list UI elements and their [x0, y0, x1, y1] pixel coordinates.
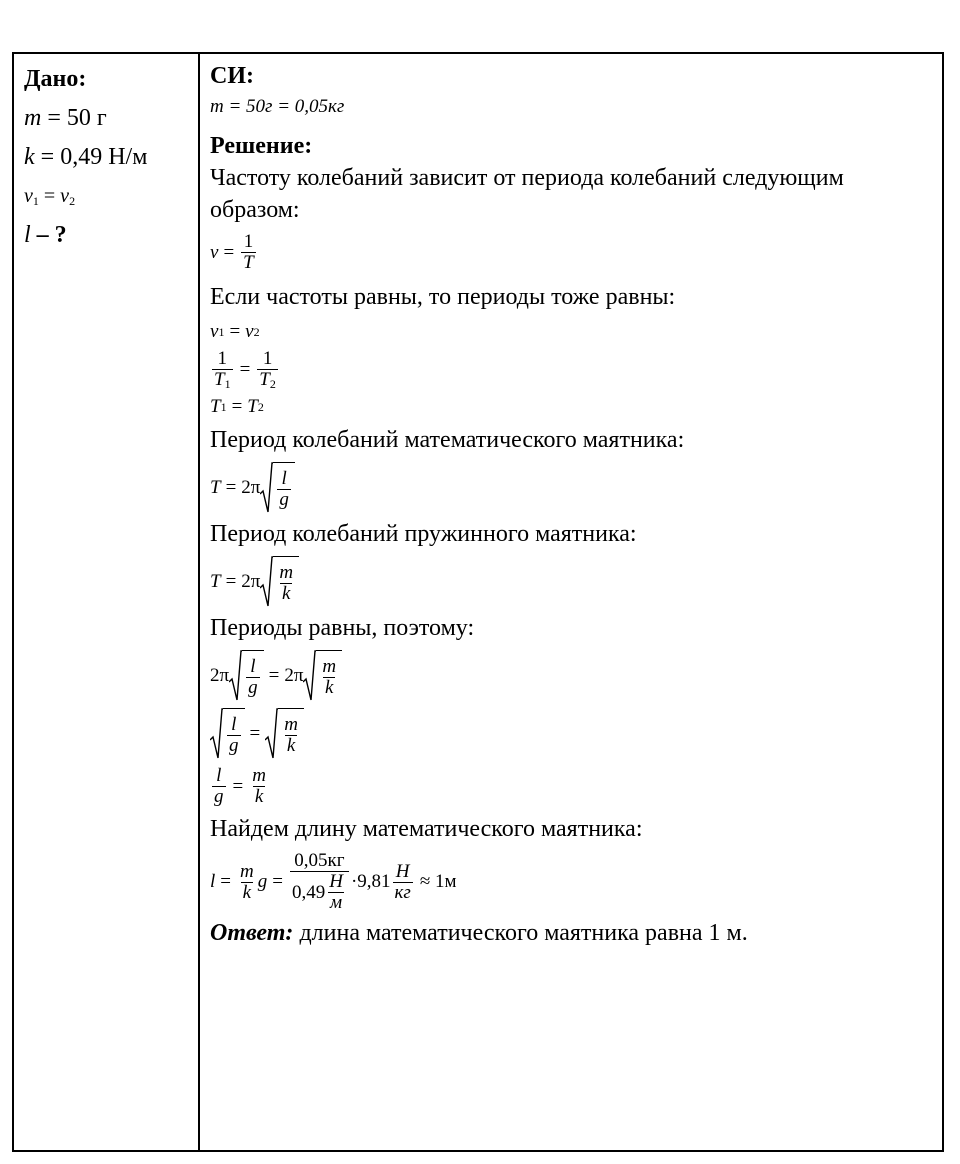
given-nu2-sub: 2: [69, 194, 76, 208]
f8-k: k: [286, 735, 296, 756]
formula-spring-pendulum: [210, 556, 935, 608]
f6-m: m: [279, 562, 294, 583]
f8-sqrt-left: [210, 708, 245, 760]
f8-radicand-right: [278, 708, 304, 760]
f7-2pi-right: 2π: [284, 665, 304, 686]
f10-k: k: [242, 881, 252, 903]
si-header: СИ:: [210, 63, 254, 89]
f5-l: l: [281, 468, 287, 489]
f-num: 1: [243, 231, 254, 252]
f7-sqrt-right: [303, 650, 342, 702]
f10-approx: ≈ 1м: [419, 871, 457, 892]
formula-roots-equal: [210, 708, 935, 760]
formula-math-pendulum: [210, 462, 935, 514]
f7-g: g: [248, 677, 258, 698]
radical-sign-icon: [265, 708, 278, 760]
given-stiffness-symbol: k: [24, 144, 35, 170]
f5-T: T: [210, 477, 221, 498]
f7-l: l: [250, 656, 256, 677]
f9-left: [212, 766, 226, 807]
f6-sqrt: [260, 556, 299, 608]
radical-sign-icon: [210, 708, 223, 760]
f3-T1: T: [214, 369, 225, 390]
f9-k: k: [254, 786, 264, 807]
f7-sqrt-left: [229, 650, 264, 702]
f-den: T: [243, 252, 254, 273]
f7-2pi-left: 2π: [210, 665, 230, 686]
f3-T2: T: [259, 369, 270, 390]
f7-m: m: [322, 656, 337, 677]
si-conversion: m = 50г = 0,05кг: [210, 96, 345, 117]
f10-main-den: [290, 871, 349, 913]
f10-main-frac: [290, 851, 349, 913]
solution-paragraph-5: Периоды равны, поэтому:: [210, 615, 475, 641]
solution-header: Решение:: [210, 133, 313, 159]
f10-unit-H: Н: [395, 860, 410, 882]
f5-eq: =: [225, 477, 237, 498]
f3-left-num: 1: [217, 348, 228, 369]
radical-sign-icon: [260, 556, 273, 608]
f-eq: =: [223, 241, 235, 263]
given-find-symbol: l: [24, 222, 31, 248]
f8-l: l: [231, 714, 237, 735]
f2-eq: =: [229, 321, 241, 342]
given-stiffness-value: = 0,49 Н/м: [34, 144, 148, 170]
f3-right: [257, 349, 278, 390]
f10-den-H: Н: [329, 871, 343, 892]
given-nu1: ν: [24, 185, 33, 207]
f8-sqrt-right: [265, 708, 304, 760]
formula-final: [210, 851, 935, 913]
given-frequency: [24, 177, 192, 216]
f10-unit-frac: [393, 862, 413, 903]
given-mass: [24, 99, 192, 138]
f7-eq: =: [268, 665, 280, 686]
f10-m: m: [240, 860, 254, 882]
f4-eq: =: [231, 396, 243, 417]
f9-g: g: [214, 786, 224, 807]
f7-k: k: [325, 677, 334, 698]
f9-l: l: [216, 765, 222, 786]
radical-sign-icon: [229, 650, 242, 702]
f3-right-den: [257, 369, 278, 390]
f6-eq: =: [225, 571, 237, 592]
solution-paragraph-4: Период колебаний пружинного маятника:: [210, 521, 637, 547]
radical-sign-icon: [303, 650, 316, 702]
f10-eq1: =: [220, 871, 231, 892]
answer-label: Ответ:: [210, 920, 294, 946]
answer-text: длина математического маятника равна 1 м.: [293, 920, 748, 946]
solution-paragraph-3: Период колебаний математического маятника:: [210, 427, 685, 453]
f4-T2: T: [247, 396, 258, 417]
given-column: [24, 60, 192, 255]
given-mass-value: = 50 г: [41, 105, 107, 131]
solution-paragraph-1: Частоту колебаний зависит от периода колебаний следующим образом:: [210, 165, 844, 223]
formula-ratios-equal: [210, 766, 935, 807]
f7-frac-right: [320, 657, 338, 698]
f10-den-value: 0,49: [291, 881, 326, 903]
f8-frac-left: [227, 715, 241, 756]
f5-2pi: 2π: [241, 477, 261, 498]
f5-g: g: [279, 489, 289, 510]
given-find-text: – ?: [30, 222, 67, 248]
f6-frac: [277, 563, 295, 604]
f10-unit-kg: кг: [394, 881, 411, 903]
given-nu-eq: =: [38, 185, 61, 207]
f10-eq2: =: [272, 871, 283, 892]
f-fraction: [241, 232, 256, 273]
solution-paragraph-2: Если частоты равны, то периоды тоже равны:: [210, 284, 676, 310]
f6-2pi: 2π: [241, 571, 261, 592]
solution-paragraph-6: Найдем длину математического маятника:: [210, 816, 643, 842]
f2-nu2: ν: [245, 321, 254, 342]
given-stiffness: [24, 138, 192, 177]
given-nu2: ν: [60, 185, 70, 207]
f2-nu1: ν: [210, 321, 219, 342]
solution-table: [12, 52, 944, 1152]
f8-radicand-left: [223, 708, 245, 760]
f10-den-m: м: [330, 892, 343, 913]
f5-radicand: [273, 462, 295, 514]
f6-radicand: [273, 556, 299, 608]
f9-m: m: [252, 765, 266, 786]
f3-left: [212, 349, 233, 390]
f9-right: [250, 766, 268, 807]
given-mass-symbol: m: [24, 105, 42, 131]
f5-frac: [277, 469, 291, 510]
formula-equal-freq: ν 1 = ν 2: [210, 321, 260, 342]
f10-times: ·9,81: [350, 871, 391, 892]
f8-frac-right: [282, 715, 300, 756]
f7-radicand-left: [242, 650, 264, 702]
f3-T2-sub: 2: [269, 377, 276, 391]
solution-column: [210, 60, 935, 949]
formula-periods-equal: [210, 650, 935, 702]
f8-g: g: [229, 735, 239, 756]
f7-frac-left: [246, 657, 260, 698]
formula-equal-periods: T 1 = T 2: [210, 396, 264, 417]
f10-mk: [238, 862, 256, 903]
given-find: [24, 216, 192, 255]
column-divider: [198, 54, 200, 1150]
f3-eq: =: [239, 358, 251, 380]
f8-m: m: [284, 714, 298, 735]
f-nu: ν: [210, 241, 219, 263]
f8-eq: =: [249, 723, 261, 744]
f3-T1-sub: 1: [224, 377, 231, 391]
f3-left-den: [212, 369, 233, 390]
f6-T: T: [210, 571, 221, 592]
f10-l: l: [210, 871, 216, 892]
f7-radicand-right: [316, 650, 342, 702]
f5-sqrt: [260, 462, 295, 514]
given-nu1-sub: 1: [32, 194, 39, 208]
f10-den-unit: [327, 872, 345, 913]
f10-g: g: [257, 871, 268, 892]
f3-right-num: 1: [262, 348, 273, 369]
f6-k: k: [282, 583, 291, 604]
given-header: Дано:: [24, 66, 87, 92]
formula-frequency: [210, 232, 935, 273]
f9-eq: =: [232, 775, 244, 797]
formula-equal-reciprocal: [210, 349, 935, 390]
f10-main-num: 0,05кг: [294, 850, 345, 871]
radical-sign-icon: [260, 462, 273, 514]
f4-T1: T: [210, 396, 221, 417]
answer-line: [210, 917, 935, 949]
